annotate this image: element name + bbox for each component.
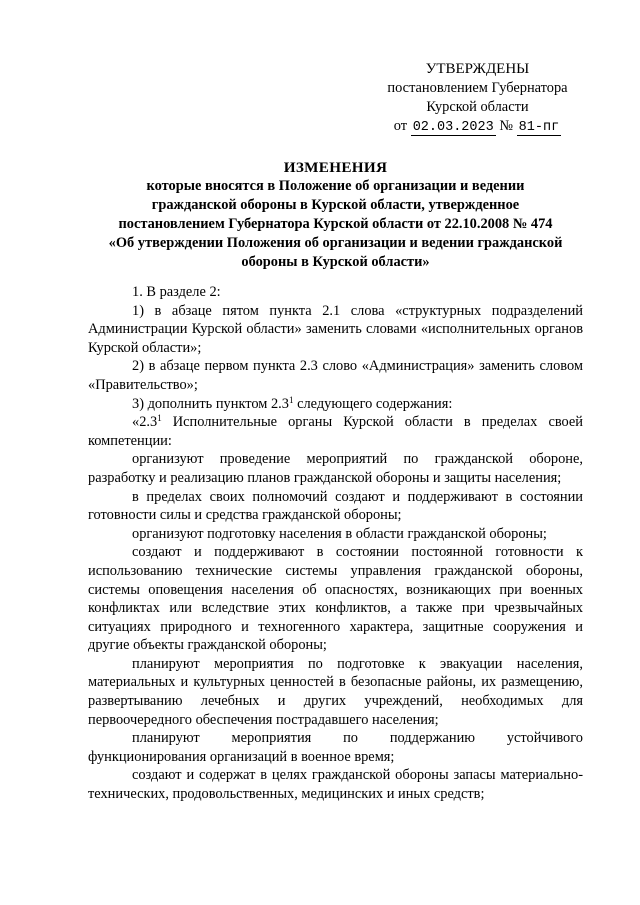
clause-number: «2.3 [132,414,158,431]
heading-line-4: «Об утверждении Положения об организации и ведении гражданской [108,235,563,251]
heading-line-2: гражданской обороны в Курской области, утвержденное [151,197,520,213]
date-prefix: от [393,118,408,134]
approval-line-1: постановлением Губернатора [387,80,568,96]
item-3-superscript: 1 [288,394,294,405]
item-3-text-end: следующего содержания: [293,395,453,412]
paragraph-section-2: 1. В разделе 2: [132,284,221,300]
clause-superscript: 1 [157,413,162,424]
heading-line-3: постановлением Губернатора Курской области от 22.10.2008 № 474 [118,216,553,232]
number-prefix: № [499,118,514,134]
clause-text: Исполнительные органы Курской области в пределах своей компетенции: [88,414,583,449]
paragraph-item-3 [88,395,583,414]
paragraph-item-2: 2) в абзаце первом пункта 2.3 слово «Администрация» заменить словом «Правительство»; [88,358,583,393]
heading-title: ИЗМЕНЕНИЯ [283,159,388,176]
paragraph-duty-7: создают и содержат в целях гражданской обороны запасы материально-технических, продовольственных, медицинских и иных средств; [88,767,583,803]
paragraph-item-1: 1) в абзаце пятом пункта 2.1 слова «структурных подразделений Администрации Курской области» заменить словами «исполнительных органов Курской области»; [88,302,583,356]
paragraph-duty-4: создают и поддерживают в состоянии постоянной готовности к использованию технические системы управления гражданской обороны, системы оповещения населения об опасностях, возникающих при военных конфликтах или вследствие этих конфликтов, а также при чрезвычайных ситуациях природного и техногенного характера, защитные сооружения и другие объекты гражданской обороны; [88,544,583,654]
document-heading [88,158,583,272]
paragraph-duty-6: планируют мероприятия по поддержанию устойчивого функционирования организаций в военное время; [88,730,583,765]
approval-date-line [370,117,585,137]
approval-block [370,60,585,137]
approval-title: УТВЕРЖДЕНЫ [425,61,530,77]
item-3-text: 3) дополнить пунктом 2.3 [132,395,289,412]
approval-number: 81-пг [518,120,560,135]
document-body [88,283,583,804]
paragraph-clause-2-3-1 [88,413,583,450]
approval-line-2: Курской области [426,99,529,115]
paragraph-duty-3: организуют подготовку населения в области гражданской обороны; [132,525,547,542]
paragraph-duty-1: организуют проведение мероприятий по гражданской обороне, разработку и реализацию планов гражданской обороны и защиты населения; [88,451,583,486]
paragraph-duty-2: в пределах своих полномочий создают и поддерживают в состоянии готовности силы и средства гражданской обороны; [88,488,583,524]
approval-date: 02.03.2023 [412,120,494,135]
heading-line-5: обороны в Курской области» [241,254,430,270]
heading-line-1: которые вносятся в Положение об организации и ведении [146,178,525,194]
paragraph-duty-5: планируют мероприятия по подготовке к эвакуации населения, материальных и культурных ценностей в безопасные районы, их размещению, развертыванию лечебных и других учреждений, необходимых для первоочередного обеспечения пострадавшего населения; [88,655,583,728]
